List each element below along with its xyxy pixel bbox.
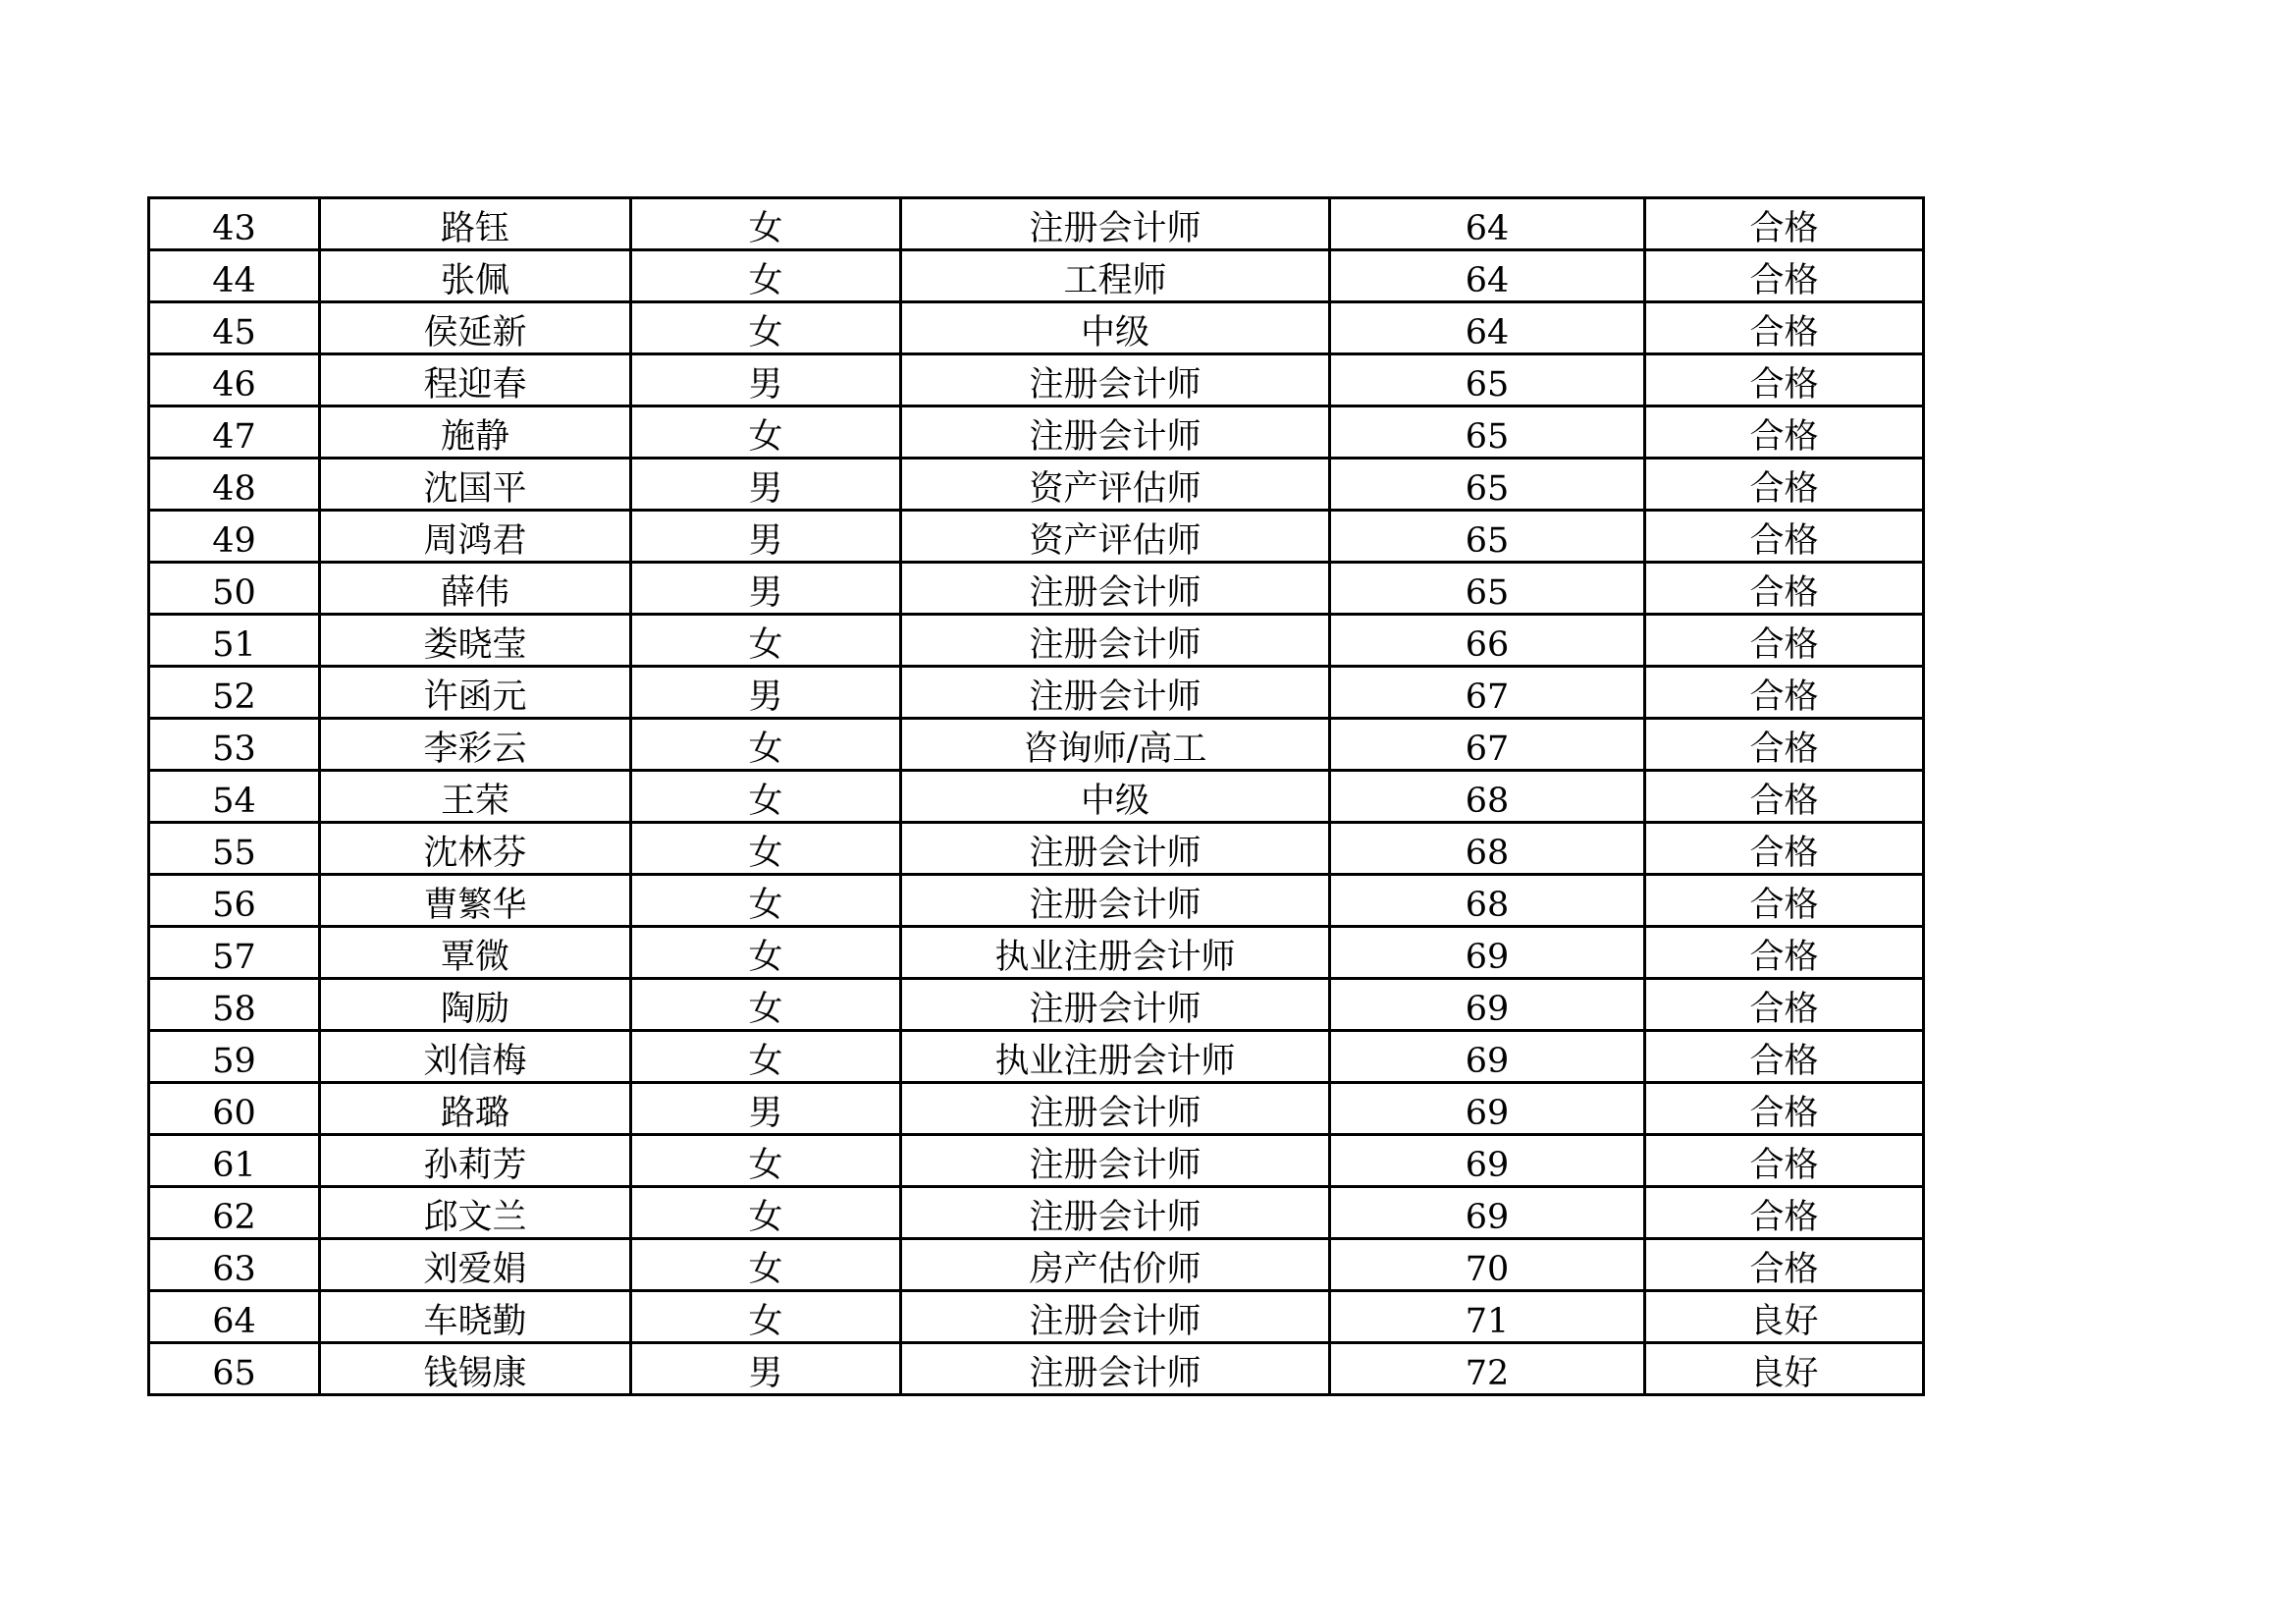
cell-name: 刘信梅	[320, 1031, 631, 1083]
cell-score: 64	[1330, 250, 1645, 302]
cell-gender: 女	[631, 615, 901, 667]
cell-number: 61	[149, 1135, 320, 1187]
cell-name: 刘爱娟	[320, 1239, 631, 1291]
cell-gender: 女	[631, 979, 901, 1031]
cell-title: 咨询师/高工	[901, 719, 1330, 771]
cell-title: 资产评估师	[901, 459, 1330, 511]
cell-name: 邱文兰	[320, 1187, 631, 1239]
cell-title: 注册会计师	[901, 198, 1330, 250]
results-table-body	[149, 198, 1924, 1395]
cell-gender: 女	[631, 771, 901, 823]
cell-number: 52	[149, 667, 320, 719]
cell-name: 薛伟	[320, 563, 631, 615]
cell-name: 沈林芬	[320, 823, 631, 875]
cell-score: 68	[1330, 875, 1645, 927]
table-row	[149, 250, 1924, 302]
cell-result: 合格	[1645, 1239, 1924, 1291]
cell-number: 47	[149, 406, 320, 459]
cell-gender: 女	[631, 406, 901, 459]
cell-gender: 女	[631, 875, 901, 927]
table-row	[149, 302, 1924, 354]
cell-name: 覃微	[320, 927, 631, 979]
cell-gender: 男	[631, 459, 901, 511]
cell-name: 沈国平	[320, 459, 631, 511]
cell-number: 44	[149, 250, 320, 302]
cell-gender: 女	[631, 1239, 901, 1291]
cell-score: 64	[1330, 198, 1645, 250]
table-row	[149, 1187, 1924, 1239]
cell-number: 50	[149, 563, 320, 615]
cell-result: 合格	[1645, 667, 1924, 719]
table-row	[149, 354, 1924, 406]
cell-score: 65	[1330, 563, 1645, 615]
cell-result: 合格	[1645, 250, 1924, 302]
cell-gender: 男	[631, 511, 901, 563]
cell-gender: 男	[631, 1343, 901, 1395]
cell-result: 合格	[1645, 1187, 1924, 1239]
cell-gender: 女	[631, 823, 901, 875]
cell-number: 54	[149, 771, 320, 823]
table-row	[149, 771, 1924, 823]
table-row	[149, 927, 1924, 979]
cell-title: 注册会计师	[901, 823, 1330, 875]
cell-number: 59	[149, 1031, 320, 1083]
cell-result: 合格	[1645, 615, 1924, 667]
cell-number: 64	[149, 1291, 320, 1343]
cell-gender: 女	[631, 927, 901, 979]
cell-gender: 女	[631, 1291, 901, 1343]
cell-gender: 女	[631, 1187, 901, 1239]
cell-result: 合格	[1645, 823, 1924, 875]
cell-number: 62	[149, 1187, 320, 1239]
cell-score: 71	[1330, 1291, 1645, 1343]
cell-title: 中级	[901, 771, 1330, 823]
results-table	[147, 196, 1925, 1396]
cell-number: 65	[149, 1343, 320, 1395]
cell-result: 合格	[1645, 927, 1924, 979]
cell-number: 63	[149, 1239, 320, 1291]
cell-result: 合格	[1645, 459, 1924, 511]
cell-number: 49	[149, 511, 320, 563]
cell-gender: 男	[631, 563, 901, 615]
cell-result: 合格	[1645, 1135, 1924, 1187]
cell-name: 许函元	[320, 667, 631, 719]
table-row	[149, 823, 1924, 875]
cell-name: 路璐	[320, 1083, 631, 1135]
cell-score: 68	[1330, 823, 1645, 875]
cell-score: 69	[1330, 1083, 1645, 1135]
cell-number: 43	[149, 198, 320, 250]
cell-name: 程迎春	[320, 354, 631, 406]
table-row	[149, 979, 1924, 1031]
cell-name: 娄晓莹	[320, 615, 631, 667]
cell-result: 合格	[1645, 354, 1924, 406]
cell-name: 王荣	[320, 771, 631, 823]
cell-result: 合格	[1645, 1083, 1924, 1135]
cell-name: 孙莉芳	[320, 1135, 631, 1187]
table-row	[149, 719, 1924, 771]
cell-title: 注册会计师	[901, 875, 1330, 927]
cell-number: 56	[149, 875, 320, 927]
cell-result: 合格	[1645, 979, 1924, 1031]
cell-result: 合格	[1645, 302, 1924, 354]
cell-title: 注册会计师	[901, 1083, 1330, 1135]
cell-title: 工程师	[901, 250, 1330, 302]
table-row	[149, 198, 1924, 250]
cell-title: 注册会计师	[901, 354, 1330, 406]
cell-gender: 女	[631, 250, 901, 302]
table-row	[149, 667, 1924, 719]
cell-score: 72	[1330, 1343, 1645, 1395]
cell-result: 良好	[1645, 1291, 1924, 1343]
cell-title: 执业注册会计师	[901, 927, 1330, 979]
cell-name: 陶励	[320, 979, 631, 1031]
cell-score: 69	[1330, 979, 1645, 1031]
table-row	[149, 1291, 1924, 1343]
cell-gender: 女	[631, 198, 901, 250]
cell-name: 钱锡康	[320, 1343, 631, 1395]
cell-number: 53	[149, 719, 320, 771]
cell-number: 57	[149, 927, 320, 979]
cell-score: 66	[1330, 615, 1645, 667]
cell-score: 70	[1330, 1239, 1645, 1291]
cell-name: 周鸿君	[320, 511, 631, 563]
cell-score: 68	[1330, 771, 1645, 823]
cell-score: 67	[1330, 667, 1645, 719]
table-row	[149, 459, 1924, 511]
cell-title: 注册会计师	[901, 1187, 1330, 1239]
cell-gender: 女	[631, 1135, 901, 1187]
table-row	[149, 1239, 1924, 1291]
cell-score: 67	[1330, 719, 1645, 771]
cell-score: 69	[1330, 1031, 1645, 1083]
cell-score: 65	[1330, 354, 1645, 406]
table-row	[149, 1135, 1924, 1187]
cell-number: 46	[149, 354, 320, 406]
cell-name: 李彩云	[320, 719, 631, 771]
cell-number: 51	[149, 615, 320, 667]
cell-name: 路钰	[320, 198, 631, 250]
cell-score: 64	[1330, 302, 1645, 354]
cell-title: 注册会计师	[901, 615, 1330, 667]
cell-title: 房产估价师	[901, 1239, 1330, 1291]
cell-result: 合格	[1645, 406, 1924, 459]
cell-result: 合格	[1645, 563, 1924, 615]
cell-title: 资产评估师	[901, 511, 1330, 563]
cell-score: 65	[1330, 406, 1645, 459]
cell-result: 合格	[1645, 1031, 1924, 1083]
table-row	[149, 1083, 1924, 1135]
cell-title: 注册会计师	[901, 563, 1330, 615]
table-row	[149, 615, 1924, 667]
cell-score: 69	[1330, 1135, 1645, 1187]
cell-name: 曹繁华	[320, 875, 631, 927]
cell-score: 65	[1330, 459, 1645, 511]
table-row	[149, 875, 1924, 927]
cell-gender: 男	[631, 354, 901, 406]
cell-score: 65	[1330, 511, 1645, 563]
cell-title: 注册会计师	[901, 667, 1330, 719]
cell-name: 张佩	[320, 250, 631, 302]
cell-name: 侯延新	[320, 302, 631, 354]
cell-result: 合格	[1645, 198, 1924, 250]
cell-result: 合格	[1645, 719, 1924, 771]
cell-result: 合格	[1645, 771, 1924, 823]
cell-title: 注册会计师	[901, 979, 1330, 1031]
table-row	[149, 406, 1924, 459]
cell-number: 58	[149, 979, 320, 1031]
cell-gender: 男	[631, 1083, 901, 1135]
cell-result: 良好	[1645, 1343, 1924, 1395]
cell-name: 车晓勤	[320, 1291, 631, 1343]
cell-number: 55	[149, 823, 320, 875]
cell-number: 60	[149, 1083, 320, 1135]
cell-title: 注册会计师	[901, 1343, 1330, 1395]
cell-title: 注册会计师	[901, 1135, 1330, 1187]
cell-gender: 女	[631, 719, 901, 771]
cell-gender: 女	[631, 302, 901, 354]
table-row	[149, 511, 1924, 563]
cell-title: 注册会计师	[901, 406, 1330, 459]
cell-score: 69	[1330, 1187, 1645, 1239]
cell-title: 中级	[901, 302, 1330, 354]
table-row	[149, 563, 1924, 615]
table-row	[149, 1343, 1924, 1395]
cell-gender: 男	[631, 667, 901, 719]
cell-title: 注册会计师	[901, 1291, 1330, 1343]
cell-number: 45	[149, 302, 320, 354]
cell-gender: 女	[631, 1031, 901, 1083]
cell-result: 合格	[1645, 511, 1924, 563]
cell-number: 48	[149, 459, 320, 511]
cell-score: 69	[1330, 927, 1645, 979]
table-row	[149, 1031, 1924, 1083]
cell-title: 执业注册会计师	[901, 1031, 1330, 1083]
cell-name: 施静	[320, 406, 631, 459]
cell-result: 合格	[1645, 875, 1924, 927]
